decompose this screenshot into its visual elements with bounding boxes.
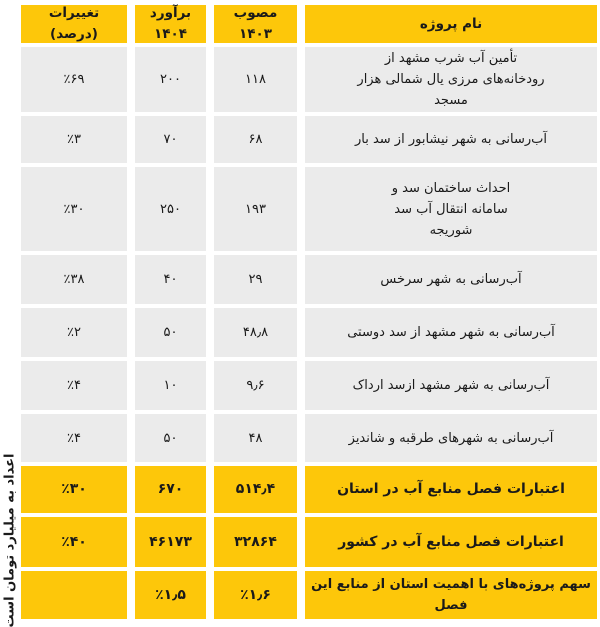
cell-approved: ۱۱۸ xyxy=(214,47,297,112)
cell-change: ٪۶۹ xyxy=(21,47,127,112)
cell-project-name: آب‌رسانی به شهر مشهد از سد دوستی xyxy=(305,308,597,357)
summary-name: سهم پروژه‌های با اهمیت استان از منابع این فصل xyxy=(305,571,597,619)
units-caption xyxy=(0,453,20,627)
summary-estimate: ۶۷۰ xyxy=(135,466,206,513)
cell-estimate: ۱۰ xyxy=(135,361,206,410)
summary-estimate: ۴۶۱۷۳ xyxy=(135,517,206,567)
cell-estimate: ۵۰ xyxy=(135,414,206,462)
cell-change: ٪۴ xyxy=(21,414,127,462)
cell-approved: ۱۹۳ xyxy=(214,167,297,251)
header-approved-1403: مصوب ۱۴۰۳ xyxy=(214,5,297,43)
summary-name: اعتبارات فصل منابع آب در کشور xyxy=(305,517,597,567)
cell-estimate: ۲۰۰ xyxy=(135,47,206,112)
cell-project-name: احداث ساختمان سد و سامانه انتقال آب سد شوریجه xyxy=(305,167,597,251)
cell-change: ٪۳ xyxy=(21,116,127,163)
cell-estimate: ۲۵۰ xyxy=(135,167,206,251)
summary-change xyxy=(21,571,127,619)
header-change-percent: تغییرات (درصد) xyxy=(21,5,127,43)
summary-estimate: ٪۱٫۵ xyxy=(135,571,206,619)
units-caption-text: اعداد به میلیارد تومان است xyxy=(2,453,18,627)
cell-approved: ۲۹ xyxy=(214,255,297,304)
cell-project-name: آب‌رسانی به شهر نیشابور از سد بار xyxy=(305,116,597,163)
cell-project-name: آب‌رسانی به شهر مشهد ازسد ارداک xyxy=(305,361,597,410)
cell-approved: ۹٫۶ xyxy=(214,361,297,410)
cell-change: ٪۳۰ xyxy=(21,167,127,251)
cell-change: ٪۳۸ xyxy=(21,255,127,304)
summary-approved: ٪۱٫۶ xyxy=(214,571,297,619)
cell-project-name: آب‌رسانی به شهر سرخس xyxy=(305,255,597,304)
cell-change: ٪۲ xyxy=(21,308,127,357)
cell-approved: ۶۸ xyxy=(214,116,297,163)
cell-project-name: آب‌رسانی به شهرهای طرقبه و شاندیز xyxy=(305,414,597,462)
cell-estimate: ۵۰ xyxy=(135,308,206,357)
cell-project-name: تأمین آب شرب مشهد از رودخانه‌های مرزی یال شمالی هزار مسجد xyxy=(305,47,597,112)
cell-approved: ۴۸٫۸ xyxy=(214,308,297,357)
header-project-name: نام پروژه xyxy=(305,5,597,43)
summary-approved: ۳۲۸۶۴ xyxy=(214,517,297,567)
cell-approved: ۴۸ xyxy=(214,414,297,462)
summary-change: ٪۳۰ xyxy=(21,466,127,513)
cell-change: ٪۴ xyxy=(21,361,127,410)
summary-name: اعتبارات فصل منابع آب در استان xyxy=(305,466,597,513)
cell-estimate: ۴۰ xyxy=(135,255,206,304)
budget-table xyxy=(21,5,598,619)
header-estimate-1404: برآورد ۱۴۰۴ xyxy=(135,5,206,43)
cell-estimate: ۷۰ xyxy=(135,116,206,163)
summary-change: ٪۴۰ xyxy=(21,517,127,567)
summary-approved: ۵۱۴٫۴ xyxy=(214,466,297,513)
